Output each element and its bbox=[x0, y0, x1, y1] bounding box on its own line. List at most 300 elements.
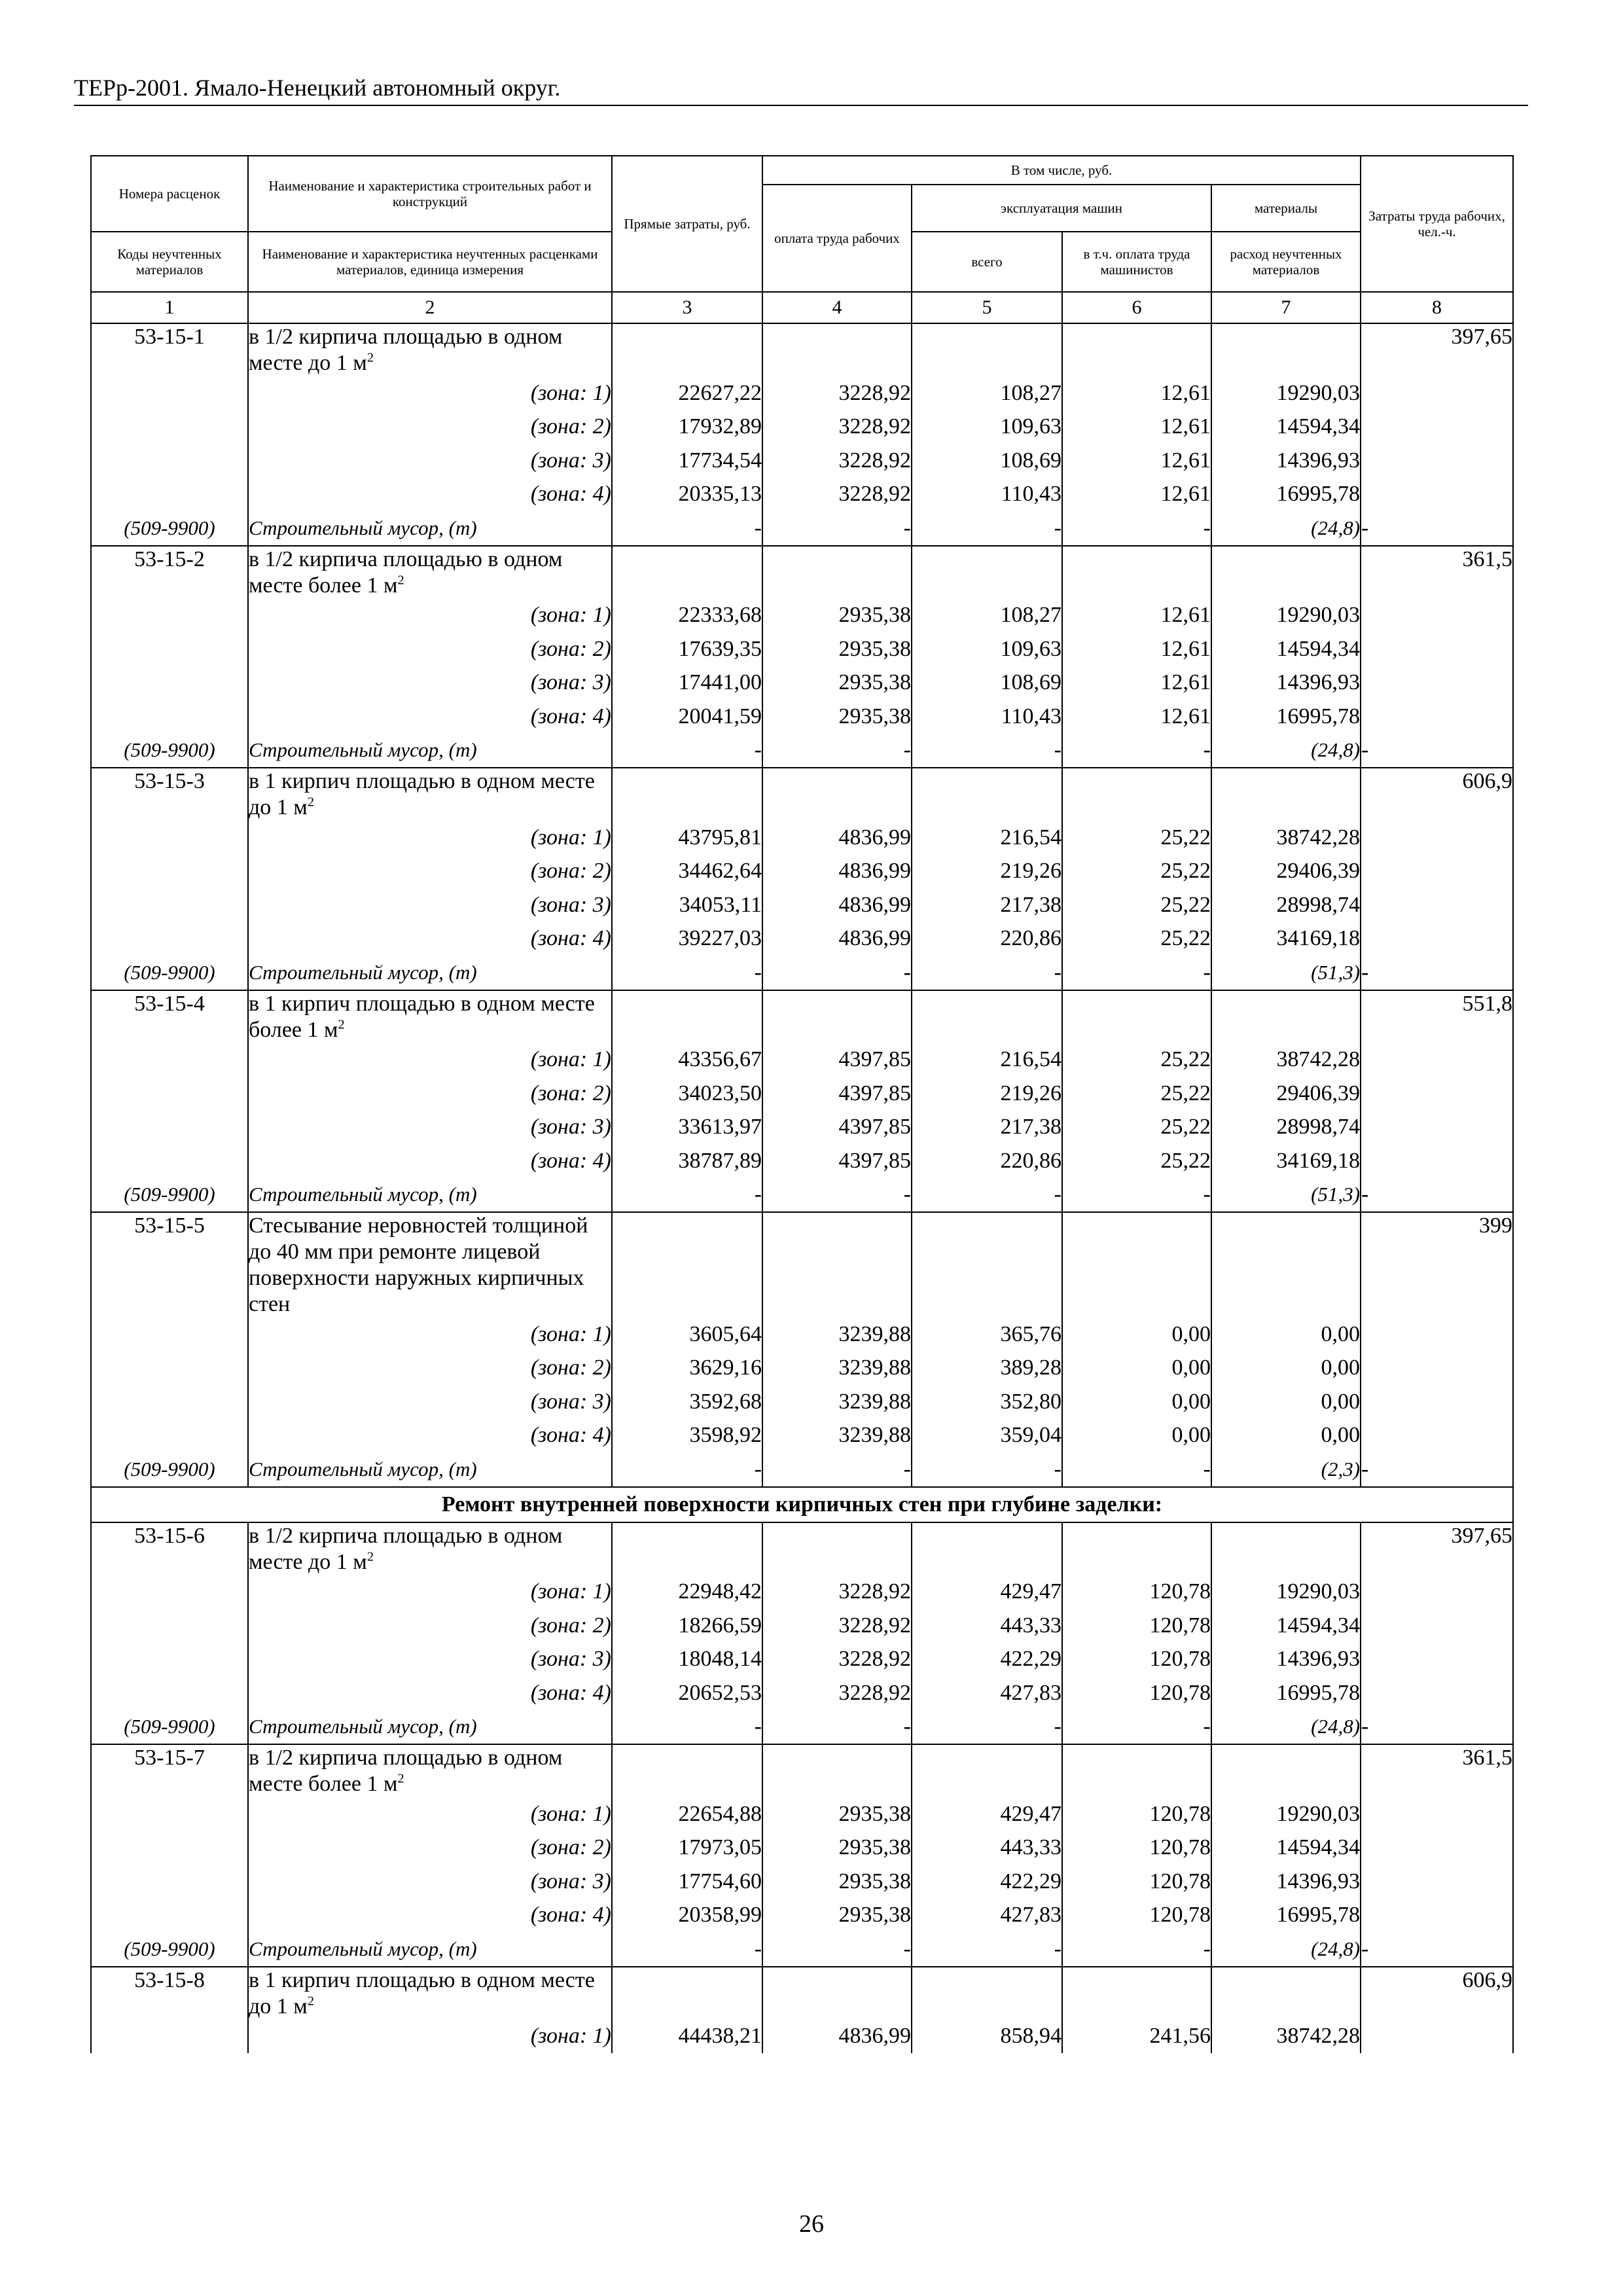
zone-row bbox=[91, 1352, 1513, 1386]
section-title: Ремонт внутренней поверхности кирпичных стен при глубине заделки: bbox=[91, 1487, 1513, 1522]
zone-row bbox=[91, 410, 1513, 444]
materials-value: 14396,93 bbox=[1211, 1643, 1361, 1677]
materials-value: 38742,28 bbox=[1211, 2020, 1361, 2054]
machines-value: 108,27 bbox=[912, 599, 1062, 633]
document-header-title: ТЕРр-2001. Ямало-Ненецкий автономный округ. bbox=[74, 75, 561, 101]
direct-costs-value: - bbox=[612, 1932, 762, 1967]
wages-value: 3228,92 bbox=[762, 1676, 912, 1710]
empty-cell bbox=[762, 546, 912, 599]
materials-consumption-value: (24,8) bbox=[1211, 1710, 1361, 1745]
material-name: Строительный мусор, (т) bbox=[248, 511, 612, 546]
empty-cell bbox=[912, 323, 1062, 376]
wages-value: - bbox=[762, 1178, 912, 1213]
zone-label: (зона: 1) bbox=[248, 1043, 612, 1077]
empty-cell bbox=[1211, 1967, 1361, 2020]
header-direct-costs: Прямые затраты, руб. bbox=[612, 156, 762, 292]
machines-value: 427,83 bbox=[912, 1676, 1062, 1710]
zone-row bbox=[91, 1144, 1513, 1178]
machines-value: 220,86 bbox=[912, 1144, 1062, 1178]
rate-description-text: в 1/2 кирпича площадью в одном месте более 1 м bbox=[249, 1746, 563, 1796]
empty-cell bbox=[762, 768, 912, 821]
header-rule bbox=[74, 105, 1528, 106]
operators-wages-value: 241,56 bbox=[1062, 2020, 1211, 2054]
direct-costs-value: - bbox=[612, 511, 762, 546]
machines-value: 109,63 bbox=[912, 410, 1062, 444]
zone-label: (зона: 4) bbox=[248, 478, 612, 512]
machines-value: - bbox=[912, 511, 1062, 546]
operators-wages-value: 12,61 bbox=[1062, 376, 1211, 410]
machines-value: 422,29 bbox=[912, 1643, 1062, 1677]
materials-value: 0,00 bbox=[1211, 1385, 1361, 1419]
rate-description bbox=[248, 1212, 612, 1318]
direct-costs-value: 43795,81 bbox=[612, 821, 762, 855]
operators-wages-value: 25,22 bbox=[1062, 1077, 1211, 1111]
rate-code: 53-15-3 bbox=[91, 768, 248, 956]
operators-wages-value: - bbox=[1062, 956, 1211, 990]
rate-code: 53-15-4 bbox=[91, 990, 248, 1178]
zone-label: (зона: 4) bbox=[248, 922, 612, 956]
zone-row bbox=[91, 1419, 1513, 1453]
direct-costs-value: - bbox=[612, 1452, 762, 1487]
material-code: (509-9900) bbox=[91, 1178, 248, 1213]
direct-costs-value: 34462,64 bbox=[612, 855, 762, 889]
wages-value: - bbox=[762, 1710, 912, 1745]
zone-row bbox=[91, 1385, 1513, 1419]
labor-cost: 361,5 bbox=[1361, 1744, 1513, 1932]
materials-value: 16995,78 bbox=[1211, 478, 1361, 512]
rate-description bbox=[248, 990, 612, 1043]
wages-value: 3228,92 bbox=[762, 1643, 912, 1677]
empty-cell bbox=[912, 1967, 1062, 2020]
materials-value: 34169,18 bbox=[1211, 1144, 1361, 1178]
direct-costs-value: 20358,99 bbox=[612, 1899, 762, 1933]
zone-row bbox=[91, 1609, 1513, 1643]
machines-value: 352,80 bbox=[912, 1385, 1062, 1419]
zone-row bbox=[91, 1899, 1513, 1933]
machines-value: - bbox=[912, 1452, 1062, 1487]
header-labor-costs: Затраты труда рабочих, чел.-ч. bbox=[1361, 156, 1513, 292]
unit-superscript: 2 bbox=[366, 1549, 374, 1564]
empty-cell bbox=[1062, 546, 1211, 599]
rate-entry-row bbox=[91, 546, 1513, 599]
table-header bbox=[91, 156, 1513, 323]
rate-code: 53-15-1 bbox=[91, 323, 248, 511]
header-materials-consumption: расход неучтенных материалов bbox=[1211, 232, 1361, 292]
direct-costs-value: 22333,68 bbox=[612, 599, 762, 633]
empty-cell bbox=[912, 546, 1062, 599]
direct-costs-value: 20041,59 bbox=[612, 700, 762, 734]
rate-description-text: в 1/2 кирпича площадью в одном месте до 1 м bbox=[249, 325, 563, 375]
empty-cell bbox=[1062, 1967, 1211, 2020]
rate-description bbox=[248, 1967, 612, 2020]
header-materials-group: материалы bbox=[1211, 185, 1361, 232]
zone-row bbox=[91, 444, 1513, 478]
direct-costs-value: 17734,54 bbox=[612, 444, 762, 478]
zone-label: (зона: 3) bbox=[248, 666, 612, 700]
materials-consumption-value: (51,3) bbox=[1211, 1178, 1361, 1213]
operators-wages-value: 12,61 bbox=[1062, 478, 1211, 512]
wages-value: 4397,85 bbox=[762, 1043, 912, 1077]
wages-value: 3239,88 bbox=[762, 1385, 912, 1419]
empty-cell bbox=[1211, 768, 1361, 821]
material-name: Строительный мусор, (т) bbox=[248, 1178, 612, 1213]
wages-value: 4836,99 bbox=[762, 821, 912, 855]
machines-value: 108,27 bbox=[912, 376, 1062, 410]
labor-cost: 606,9 bbox=[1361, 768, 1513, 956]
empty-cell bbox=[1211, 323, 1361, 376]
empty-cell bbox=[912, 1522, 1062, 1575]
rate-code: 53-15-5 bbox=[91, 1212, 248, 1452]
zone-row bbox=[91, 1043, 1513, 1077]
rate-description bbox=[248, 546, 612, 599]
rate-entry-row bbox=[91, 1212, 1513, 1318]
empty-cell bbox=[1211, 1522, 1361, 1575]
empty-cell bbox=[912, 768, 1062, 821]
operators-wages-value: 12,61 bbox=[1062, 666, 1211, 700]
materials-value: 19290,03 bbox=[1211, 599, 1361, 633]
empty-cell bbox=[762, 1744, 912, 1797]
direct-costs-value: 18266,59 bbox=[612, 1609, 762, 1643]
rate-description-text: в 1 кирпич площадью в одном месте до 1 м bbox=[249, 1967, 595, 2018]
material-code: (509-9900) bbox=[91, 1932, 248, 1967]
empty-cell bbox=[612, 768, 762, 821]
wages-value: 3228,92 bbox=[762, 444, 912, 478]
operators-wages-value: - bbox=[1062, 1932, 1211, 1967]
wages-value: - bbox=[762, 956, 912, 990]
operators-wages-value: 12,61 bbox=[1062, 410, 1211, 444]
machines-value: 422,29 bbox=[912, 1865, 1062, 1899]
direct-costs-value: 22627,22 bbox=[612, 376, 762, 410]
zone-label: (зона: 1) bbox=[248, 2020, 612, 2054]
materials-value: 0,00 bbox=[1211, 1352, 1361, 1386]
header-work-name: Наименование и характеристика строительных работ и конструкций bbox=[248, 156, 612, 232]
operators-wages-value: 120,78 bbox=[1062, 1831, 1211, 1865]
direct-costs-value: 17754,60 bbox=[612, 1865, 762, 1899]
operators-wages-value: 0,00 bbox=[1062, 1385, 1211, 1419]
empty-cell bbox=[762, 1967, 912, 2020]
machines-value: - bbox=[912, 1932, 1062, 1967]
rate-entry-row bbox=[91, 1522, 1513, 1575]
wages-value: 4836,99 bbox=[762, 888, 912, 922]
direct-costs-value: 34053,11 bbox=[612, 888, 762, 922]
zone-row bbox=[91, 1111, 1513, 1145]
direct-costs-value: 3598,92 bbox=[612, 1419, 762, 1453]
direct-costs-value: 20652,53 bbox=[612, 1676, 762, 1710]
operators-wages-value: 120,78 bbox=[1062, 1676, 1211, 1710]
wages-value: - bbox=[762, 1452, 912, 1487]
wages-value: 2935,38 bbox=[762, 1831, 912, 1865]
operators-wages-value: 25,22 bbox=[1062, 1111, 1211, 1145]
rate-description-text: в 1/2 кирпича площадью в одном месте более 1 м bbox=[249, 547, 563, 598]
empty-cell bbox=[1211, 546, 1361, 599]
rate-entry-row bbox=[91, 323, 1513, 376]
rate-description-text: Стесывание неровностей толщиной до 40 мм при ремонте лицевой поверхности наружных кирпичных стен bbox=[249, 1213, 588, 1316]
materials-value: 19290,03 bbox=[1211, 376, 1361, 410]
direct-costs-value: 22654,88 bbox=[612, 1797, 762, 1831]
operators-wages-value: 120,78 bbox=[1062, 1575, 1211, 1609]
direct-costs-value: 17932,89 bbox=[612, 410, 762, 444]
unit-superscript: 2 bbox=[397, 573, 404, 588]
rate-description-text: в 1/2 кирпича площадью в одном месте до 1 м bbox=[249, 1523, 563, 1574]
operators-wages-value: 0,00 bbox=[1062, 1419, 1211, 1453]
materials-consumption-value: (24,8) bbox=[1211, 1932, 1361, 1967]
machines-value: 219,26 bbox=[912, 855, 1062, 889]
wages-value: 3239,88 bbox=[762, 1318, 912, 1352]
zone-label: (зона: 1) bbox=[248, 1318, 612, 1352]
operators-wages-value: 25,22 bbox=[1062, 888, 1211, 922]
zone-row bbox=[91, 1077, 1513, 1111]
table-body bbox=[91, 323, 1513, 2053]
machines-value: 429,47 bbox=[912, 1797, 1062, 1831]
direct-costs-value: 44438,21 bbox=[612, 2020, 762, 2054]
zone-row bbox=[91, 2020, 1513, 2054]
unit-superscript: 2 bbox=[397, 1771, 404, 1786]
operators-wages-value: 0,00 bbox=[1062, 1318, 1211, 1352]
machines-value: 108,69 bbox=[912, 666, 1062, 700]
machines-value: 220,86 bbox=[912, 922, 1062, 956]
wages-value: 4836,99 bbox=[762, 855, 912, 889]
material-name: Строительный мусор, (т) bbox=[248, 1710, 612, 1745]
empty-cell bbox=[1062, 1744, 1211, 1797]
material-name: Строительный мусор, (т) bbox=[248, 956, 612, 990]
operators-wages-value: 120,78 bbox=[1062, 1643, 1211, 1677]
direct-costs-value: - bbox=[612, 734, 762, 768]
machines-value: 217,38 bbox=[912, 888, 1062, 922]
zone-label: (зона: 1) bbox=[248, 821, 612, 855]
machines-value: 359,04 bbox=[912, 1419, 1062, 1453]
machines-value: 365,76 bbox=[912, 1318, 1062, 1352]
wages-value: 4836,99 bbox=[762, 2020, 912, 2054]
wages-value: - bbox=[762, 511, 912, 546]
zone-row bbox=[91, 1797, 1513, 1831]
machines-value: - bbox=[912, 1178, 1062, 1213]
rate-code: 53-15-8 bbox=[91, 1967, 248, 2054]
direct-costs-value: - bbox=[612, 1178, 762, 1213]
rate-entry-row bbox=[91, 1967, 1513, 2020]
column-number: 6 bbox=[1062, 292, 1211, 323]
wages-value: 3239,88 bbox=[762, 1419, 912, 1453]
empty-cell bbox=[1211, 1212, 1361, 1318]
labor-cost-value: - bbox=[1361, 1932, 1513, 1967]
machines-value: 443,33 bbox=[912, 1831, 1062, 1865]
zone-label: (зона: 4) bbox=[248, 1676, 612, 1710]
zone-label: (зона: 1) bbox=[248, 1797, 612, 1831]
zone-label: (зона: 3) bbox=[248, 1385, 612, 1419]
materials-value: 14594,34 bbox=[1211, 410, 1361, 444]
zone-row bbox=[91, 1831, 1513, 1865]
column-numbers-row bbox=[91, 292, 1513, 323]
operators-wages-value: - bbox=[1062, 1710, 1211, 1745]
empty-cell bbox=[762, 1522, 912, 1575]
labor-cost-value: - bbox=[1361, 1452, 1513, 1487]
materials-value: 29406,39 bbox=[1211, 1077, 1361, 1111]
zone-row bbox=[91, 632, 1513, 666]
direct-costs-value: 22948,42 bbox=[612, 1575, 762, 1609]
machines-value: 110,43 bbox=[912, 478, 1062, 512]
zone-row bbox=[91, 376, 1513, 410]
material-name: Строительный мусор, (т) bbox=[248, 1452, 612, 1487]
zone-row bbox=[91, 1676, 1513, 1710]
materials-consumption-value: (51,3) bbox=[1211, 956, 1361, 990]
materials-value: 0,00 bbox=[1211, 1318, 1361, 1352]
zone-label: (зона: 2) bbox=[248, 1609, 612, 1643]
rate-description bbox=[248, 1522, 612, 1575]
zone-label: (зона: 2) bbox=[248, 632, 612, 666]
machines-value: - bbox=[912, 1710, 1062, 1745]
header-rate-numbers: Номера расценок bbox=[91, 156, 248, 232]
machines-value: 216,54 bbox=[912, 821, 1062, 855]
operators-wages-value: 12,61 bbox=[1062, 700, 1211, 734]
empty-cell bbox=[912, 1212, 1062, 1318]
machines-value: 109,63 bbox=[912, 632, 1062, 666]
direct-costs-value: 17973,05 bbox=[612, 1831, 762, 1865]
materials-value: 38742,28 bbox=[1211, 1043, 1361, 1077]
direct-costs-value: 20335,13 bbox=[612, 478, 762, 512]
operators-wages-value: - bbox=[1062, 1178, 1211, 1213]
operators-wages-value: 120,78 bbox=[1062, 1797, 1211, 1831]
wages-value: 4397,85 bbox=[762, 1144, 912, 1178]
unit-superscript: 2 bbox=[307, 1994, 315, 2009]
waste-material-row bbox=[91, 1178, 1513, 1213]
operators-wages-value: 12,61 bbox=[1062, 444, 1211, 478]
empty-cell bbox=[1211, 1744, 1361, 1797]
material-code: (509-9900) bbox=[91, 511, 248, 546]
zone-row bbox=[91, 1318, 1513, 1352]
column-number: 4 bbox=[762, 292, 912, 323]
zone-row bbox=[91, 478, 1513, 512]
zone-label: (зона: 2) bbox=[248, 1352, 612, 1386]
header-machines-group: эксплуатация машин bbox=[912, 185, 1211, 232]
direct-costs-value: 43356,67 bbox=[612, 1043, 762, 1077]
empty-cell bbox=[612, 546, 762, 599]
direct-costs-value: 17441,00 bbox=[612, 666, 762, 700]
operators-wages-value: 0,00 bbox=[1062, 1352, 1211, 1386]
materials-value: 16995,78 bbox=[1211, 1899, 1361, 1933]
column-number: 8 bbox=[1361, 292, 1513, 323]
labor-cost: 399 bbox=[1361, 1212, 1513, 1452]
empty-cell bbox=[612, 323, 762, 376]
material-name: Строительный мусор, (т) bbox=[248, 734, 612, 768]
materials-value: 14396,93 bbox=[1211, 444, 1361, 478]
zone-label: (зона: 3) bbox=[248, 444, 612, 478]
header-including-group: В том числе, руб. bbox=[762, 156, 1361, 185]
material-code: (509-9900) bbox=[91, 734, 248, 768]
empty-cell bbox=[612, 990, 762, 1043]
operators-wages-value: - bbox=[1062, 1452, 1211, 1487]
materials-value: 28998,74 bbox=[1211, 1111, 1361, 1145]
rate-code: 53-15-7 bbox=[91, 1744, 248, 1932]
wages-value: - bbox=[762, 1932, 912, 1967]
wages-value: 2935,38 bbox=[762, 1899, 912, 1933]
section-header-row bbox=[91, 1487, 1513, 1522]
empty-cell bbox=[1062, 990, 1211, 1043]
waste-material-row bbox=[91, 1710, 1513, 1745]
zone-label: (зона: 2) bbox=[248, 1077, 612, 1111]
materials-value: 14594,34 bbox=[1211, 1609, 1361, 1643]
empty-cell bbox=[1062, 1212, 1211, 1318]
waste-material-row bbox=[91, 511, 1513, 546]
empty-cell bbox=[912, 990, 1062, 1043]
column-number: 3 bbox=[612, 292, 762, 323]
empty-cell bbox=[1062, 323, 1211, 376]
header-material-names: Наименование и характеристика неучтенных расценками материалов, единица измерения bbox=[248, 232, 612, 292]
operators-wages-value: - bbox=[1062, 511, 1211, 546]
wages-value: 3228,92 bbox=[762, 410, 912, 444]
wages-value: 2935,38 bbox=[762, 1797, 912, 1831]
wages-value: 3228,92 bbox=[762, 376, 912, 410]
waste-material-row bbox=[91, 734, 1513, 768]
waste-material-row bbox=[91, 1452, 1513, 1487]
zone-row bbox=[91, 922, 1513, 956]
rate-description bbox=[248, 768, 612, 821]
labor-cost: 551,8 bbox=[1361, 990, 1513, 1178]
direct-costs-value: 17639,35 bbox=[612, 632, 762, 666]
rates-table bbox=[90, 155, 1514, 2053]
zone-row bbox=[91, 599, 1513, 633]
operators-wages-value: 25,22 bbox=[1062, 922, 1211, 956]
zone-label: (зона: 3) bbox=[248, 888, 612, 922]
labor-cost-value: - bbox=[1361, 511, 1513, 546]
material-code: (509-9900) bbox=[91, 956, 248, 990]
wages-value: 3228,92 bbox=[762, 1575, 912, 1609]
waste-material-row bbox=[91, 956, 1513, 990]
empty-cell bbox=[762, 1212, 912, 1318]
zone-row bbox=[91, 1865, 1513, 1899]
operators-wages-value: 120,78 bbox=[1062, 1865, 1211, 1899]
zone-label: (зона: 4) bbox=[248, 1419, 612, 1453]
wages-value: 2935,38 bbox=[762, 1865, 912, 1899]
wages-value: 4397,85 bbox=[762, 1111, 912, 1145]
machines-value: - bbox=[912, 956, 1062, 990]
rate-code: 53-15-2 bbox=[91, 546, 248, 734]
zone-row bbox=[91, 888, 1513, 922]
operators-wages-value: 12,61 bbox=[1062, 599, 1211, 633]
machines-value: 108,69 bbox=[912, 444, 1062, 478]
unit-superscript: 2 bbox=[366, 350, 374, 365]
machines-value: 429,47 bbox=[912, 1575, 1062, 1609]
wages-value: 3228,92 bbox=[762, 1609, 912, 1643]
empty-cell bbox=[762, 323, 912, 376]
empty-cell bbox=[612, 1967, 762, 2020]
machines-value: 219,26 bbox=[912, 1077, 1062, 1111]
direct-costs-value: 3605,64 bbox=[612, 1318, 762, 1352]
rate-description bbox=[248, 323, 612, 376]
operators-wages-value: 120,78 bbox=[1062, 1899, 1211, 1933]
operators-wages-value: 25,22 bbox=[1062, 1043, 1211, 1077]
materials-consumption-value: (24,8) bbox=[1211, 734, 1361, 768]
zone-row bbox=[91, 1643, 1513, 1677]
empty-cell bbox=[612, 1212, 762, 1318]
labor-cost-value: - bbox=[1361, 1710, 1513, 1745]
wages-value: 2935,38 bbox=[762, 666, 912, 700]
header-machines-total: всего bbox=[912, 232, 1062, 292]
operators-wages-value: 25,22 bbox=[1062, 1144, 1211, 1178]
machines-value: - bbox=[912, 734, 1062, 768]
wages-value: 4397,85 bbox=[762, 1077, 912, 1111]
zone-row bbox=[91, 855, 1513, 889]
labor-cost: 606,9 bbox=[1361, 1967, 1513, 2054]
wages-value: 3239,88 bbox=[762, 1352, 912, 1386]
operators-wages-value: 12,61 bbox=[1062, 632, 1211, 666]
zone-row bbox=[91, 666, 1513, 700]
zone-label: (зона: 3) bbox=[248, 1643, 612, 1677]
rate-description bbox=[248, 1744, 612, 1797]
zone-label: (зона: 1) bbox=[248, 1575, 612, 1609]
direct-costs-value: 3592,68 bbox=[612, 1385, 762, 1419]
direct-costs-value: 3629,16 bbox=[612, 1352, 762, 1386]
labor-cost-value: - bbox=[1361, 1178, 1513, 1213]
empty-cell bbox=[1062, 768, 1211, 821]
